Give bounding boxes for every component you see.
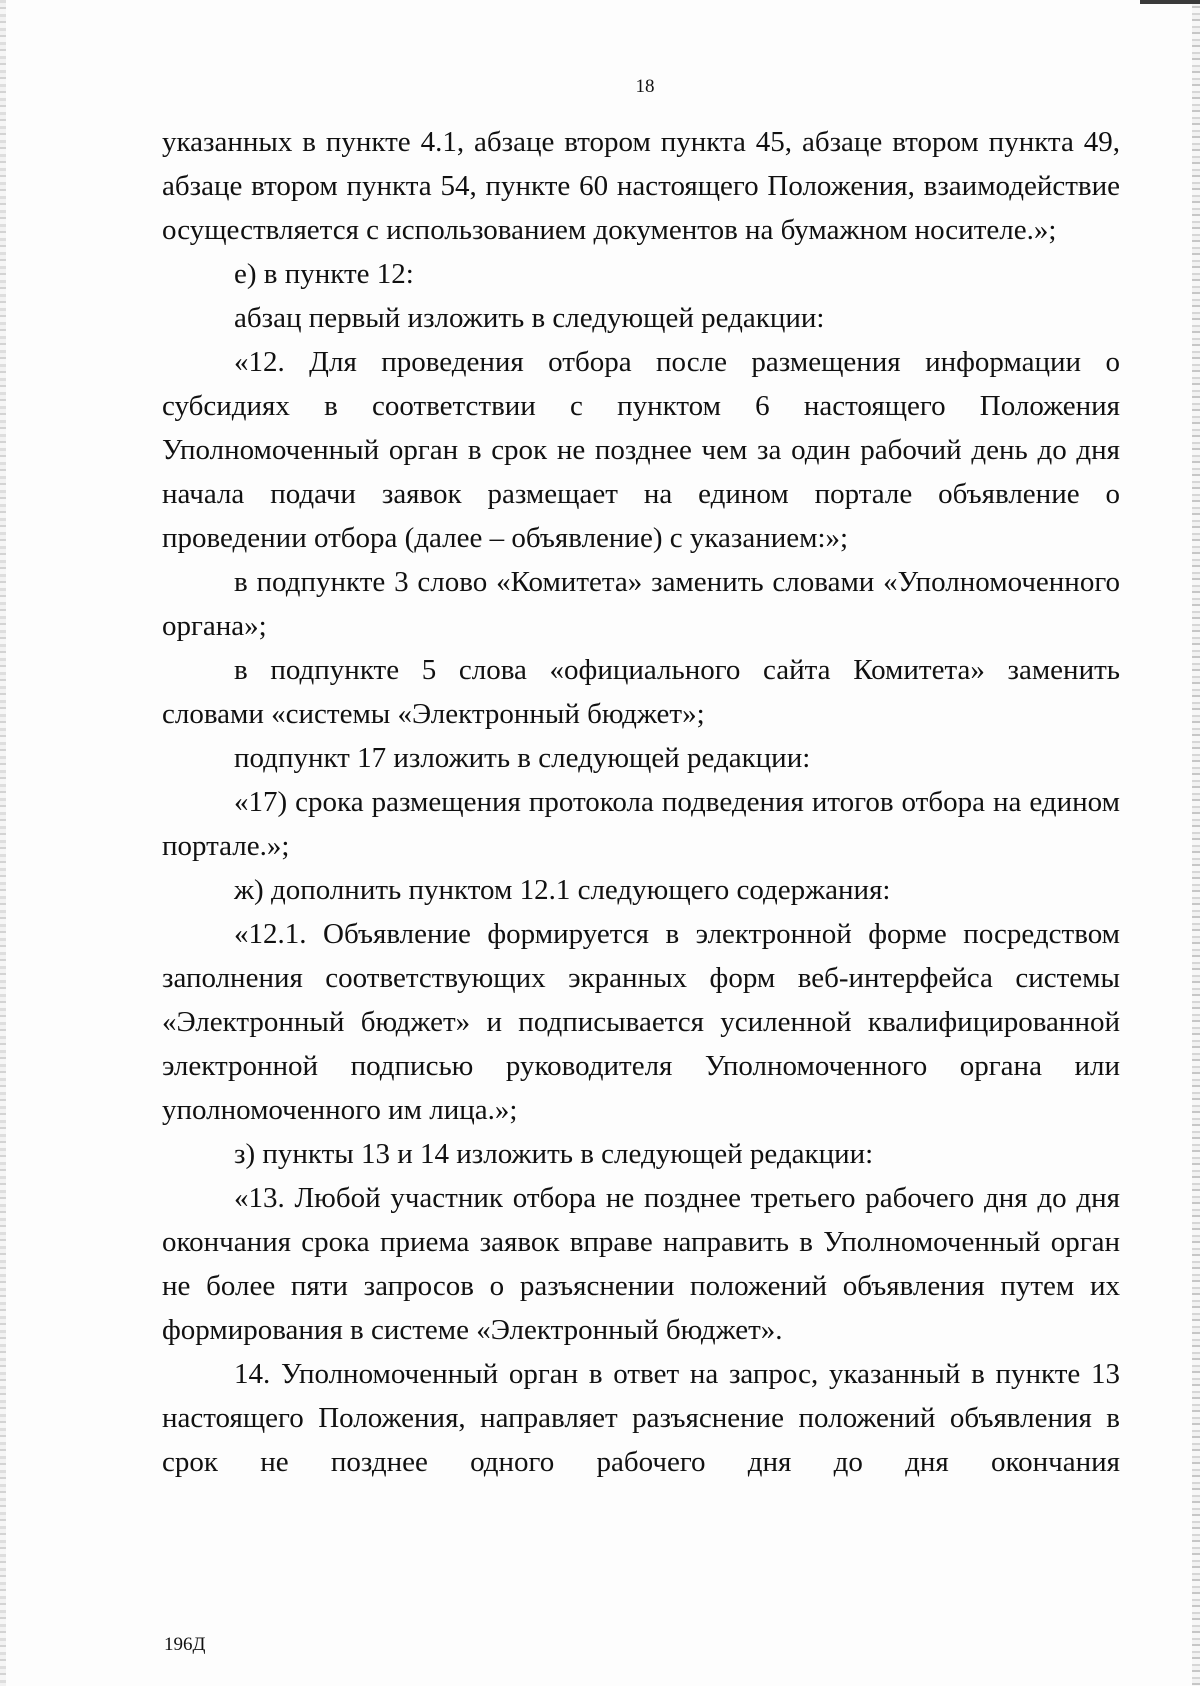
- paragraph-12: «13. Любой участник отбора не позднее третьего рабочего дня до дня окончания срока приема заявок вправе направить в Уполномоченный орган не более пяти запросов о разъяснении положений объявления путем их формирования в системе «Электронный бюджет».: [162, 1182, 1120, 1346]
- scan-edge-left: [0, 0, 6, 1686]
- paragraph-13: 14. Уполномоченный орган в ответ на запрос, указанный в пункте 13 настоящего Положения, направляет разъяснение положений объявления в срок не позднее одного рабочего дня до дня окончания: [162, 1358, 1120, 1478]
- paragraph-11: з) пункты 13 и 14 изложить в следующей редакции:: [234, 1138, 874, 1170]
- paragraph-8: «17) срока размещения протокола подведения итогов отбора на едином портале.»;: [162, 786, 1120, 862]
- scan-edge-top: [1140, 0, 1200, 4]
- body-text: [162, 120, 1120, 1484]
- paragraph-7: подпункт 17 изложить в следующей редакции:: [234, 742, 811, 774]
- scan-edge-right: [1192, 0, 1200, 1686]
- paragraph-10: «12.1. Объявление формируется в электронной форме посредством заполнения соответствующих экранных форм веб-интерфейса системы «Электронный бюджет» и подписывается усиленной квалифицированной электронной подписью руководителя Уполномоченного органа или уполномоченного им лица.»;: [162, 918, 1120, 1126]
- page-number: 18: [635, 76, 655, 97]
- paragraph-2: е) в пункте 12:: [234, 258, 414, 290]
- document-code: 196Д: [164, 1634, 206, 1655]
- paragraph-3: абзац первый изложить в следующей редакции:: [234, 302, 825, 334]
- paragraph-6: в подпункте 5 слова «официального сайта Комитета» заменить словами «системы «Электронный бюджет»;: [162, 654, 1120, 730]
- paragraph-1: указанных в пункте 4.1, абзаце втором пункта 45, абзаце втором пункта 49, абзаце втором пункта 54, пункте 60 настоящего Положения, взаимодействие осуществляется с использованием документов на бумажном носителе.»;: [162, 126, 1120, 246]
- paragraph-9: ж) дополнить пунктом 12.1 следующего содержания:: [234, 874, 891, 906]
- paragraph-5: в подпункте 3 слово «Комитета» заменить словами «Уполномоченного органа»;: [162, 566, 1120, 642]
- paragraph-4: «12. Для проведения отбора после размещения информации о субсидиях в соответствии с пунктом 6 настоящего Положения Уполномоченный орган в срок не позднее чем за один рабочий день до дня начала подачи заявок размещает на едином портале объявление о проведении отбора (далее – объявление) с указанием:»;: [162, 346, 1120, 554]
